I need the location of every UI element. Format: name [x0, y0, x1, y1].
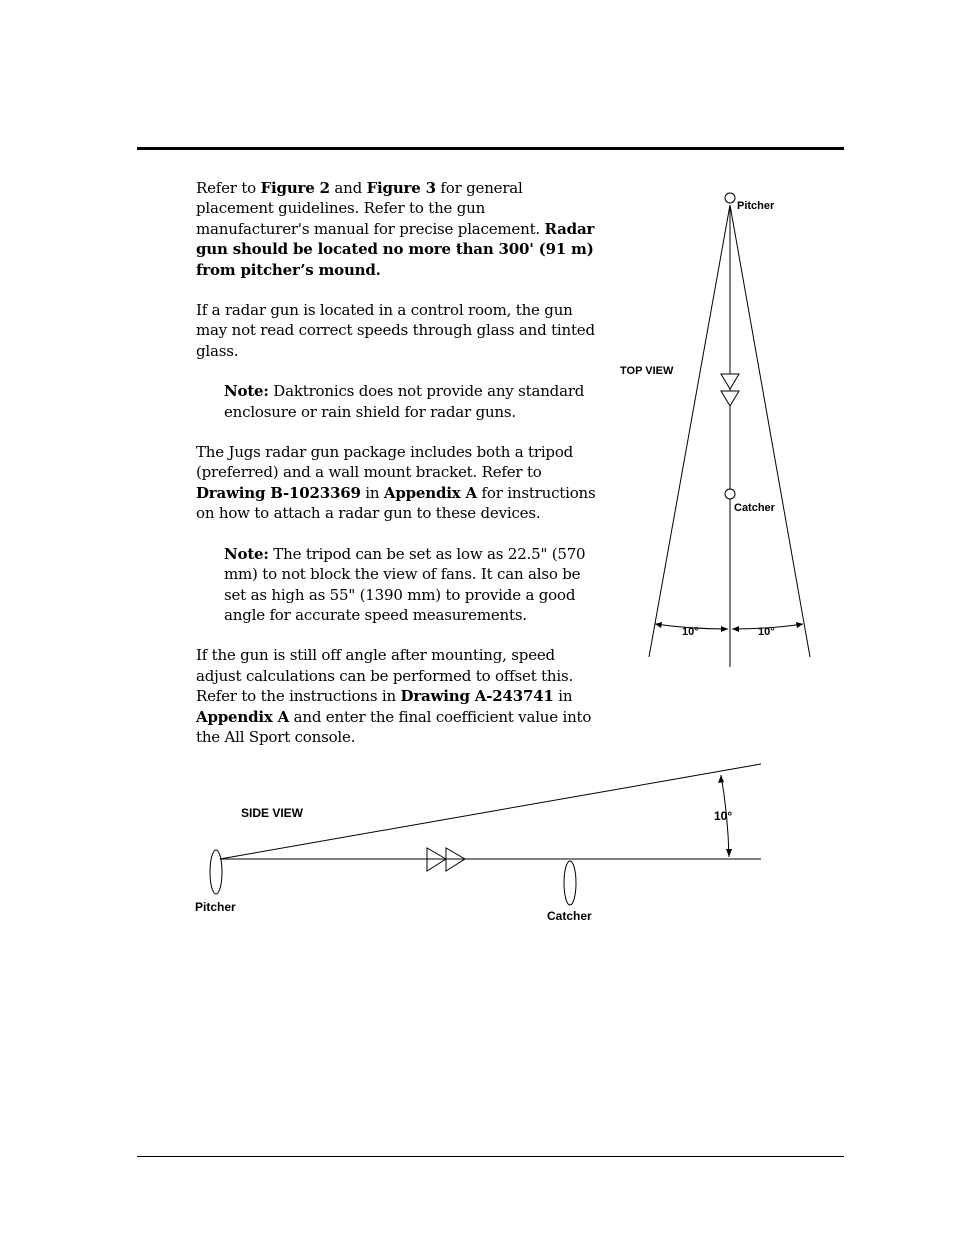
control-room-paragraph: If a radar gun is located in a control room, the gun may not read correct speeds through glass and tinted glass. [196, 301, 595, 360]
left-angle-label: 10° [682, 626, 699, 638]
arc-arrowhead [732, 626, 739, 632]
arc-arrowhead [721, 626, 728, 632]
side-view-title: SIDE VIEW [241, 806, 304, 820]
top-view-diagram [600, 180, 830, 675]
catcher-marker [725, 489, 735, 499]
ball-direction-arrow [721, 391, 739, 406]
pitcher-marker [725, 193, 735, 203]
catcher-marker [564, 861, 576, 905]
top-catcher-label: Catcher [734, 502, 775, 514]
placement-paragraph: Refer to Figure 2 and Figure 3 for general placement guidelines. Refer to the gun manufacturer's manual for precise placement. Radar gun should be located no more than 300' (91 m) from pitcher’s mound. [196, 179, 595, 279]
footer-rule [137, 1156, 844, 1157]
top-view-title: TOP VIEW [620, 365, 674, 377]
right-boundary-line [730, 205, 810, 657]
header-rule [137, 147, 844, 150]
tripod-note: Note: The tripod can be set as low as 22.5" (570 mm) to not block the view of fans. It can also be set as high as 55" (1390 mm) to provide a good angle for accurate speed measurements. [224, 544, 586, 624]
pitcher-marker [210, 850, 222, 894]
top-pitcher-label: Pitcher [737, 200, 775, 212]
right-angle-label: 10° [758, 626, 775, 638]
enclosure-note: Note: Daktronics does not provide any standard enclosure or rain shield for radar guns. [224, 382, 585, 421]
arc-arrowhead [655, 622, 662, 628]
arc-arrowhead [796, 622, 803, 628]
off-angle-paragraph: If the gun is still off angle after mounting, speed adjust calculations can be performed to offset this. Refer to the instructions in Drawing A-243741 in Appendix A and enter the final coefficient value into the All Sport console. [196, 646, 592, 746]
side-catcher-label: Catcher [547, 909, 592, 923]
arc-arrowhead [718, 775, 724, 783]
ball-direction-arrow [721, 374, 739, 389]
side-angle-label: 10° [714, 809, 733, 823]
side-pitcher-label: Pitcher [195, 900, 236, 914]
jugs-paragraph: The Jugs radar gun package includes both a tripod (preferred) and a wall mount bracket. Refer to Drawing B-1023369 in Appendix A for instructions on how to attach a radar gun to these devices. [196, 443, 596, 523]
left-boundary-line [649, 205, 730, 657]
side-view-diagram [180, 750, 780, 940]
arc-arrowhead [726, 849, 732, 857]
body-text [196, 178, 596, 767]
